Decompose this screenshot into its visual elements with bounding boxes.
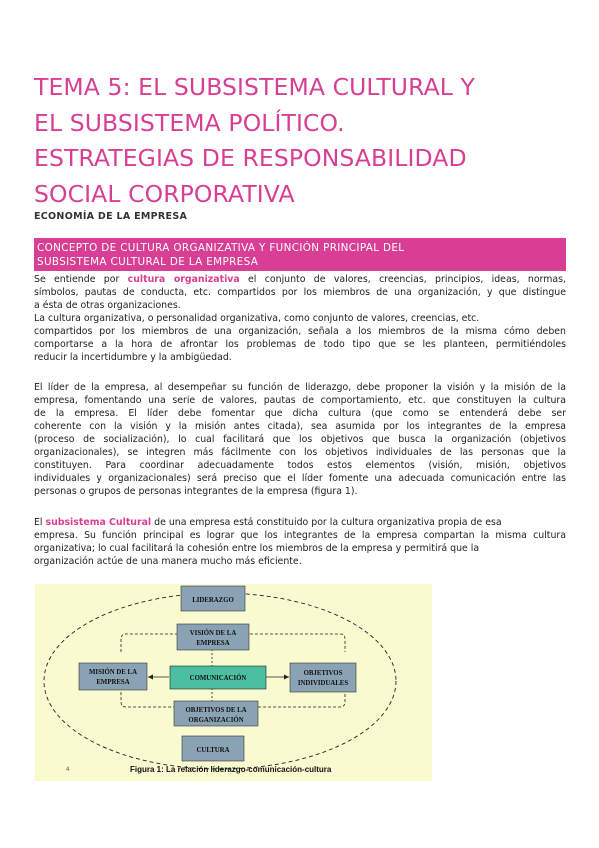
text-line: organizacionales), se integren más fácilmente con los objetivos individuales de las personas que la bbox=[34, 446, 566, 458]
label-comunicacion: COMUNICACIÓN bbox=[189, 675, 247, 682]
title-line: TEMA 5: EL SUBSISTEMA CULTURAL Y bbox=[34, 73, 475, 101]
label-obj-org-2: ORGANIZACIÓN bbox=[188, 717, 244, 724]
paragraph-cultura-definicion bbox=[34, 274, 566, 365]
text-line: empresa. Su función principal es lograr que los integrantes de la empresa compartan la misma cultura bbox=[34, 529, 566, 541]
paragraph-subsistema bbox=[34, 517, 566, 569]
label-vision-1: VISIÓN DE LA bbox=[189, 630, 237, 637]
text-line: La cultura organizativa, o personalidad organizativa, como conjunto de valores, creencias, etc. bbox=[34, 312, 480, 324]
text-line: reducir la incertidumbre y la ambigüedad. bbox=[34, 351, 232, 363]
section-heading bbox=[34, 238, 566, 271]
text-line: comportarse a la hora de afrontar los problemas de todo tipo que se les planteen, permitiéndoles bbox=[34, 338, 566, 350]
highlight-term: cultura organizativa bbox=[127, 274, 240, 285]
section-heading-line: CONCEPTO DE CULTURA ORGANIZATIVA Y FUNCIÓN PRINCIPAL DEL bbox=[37, 242, 405, 254]
label-mision-2: EMPRESA bbox=[96, 679, 130, 686]
label-liderazgo: LIDERAZGO bbox=[192, 597, 234, 604]
title-line: SOCIAL CORPORATIVA bbox=[34, 179, 295, 208]
text-line: de la empresa. El líder debe fomentar que dicha cultura (que como se entenderá debe ser bbox=[34, 407, 566, 419]
text-line: organización actúe de una manera mucho más eficiente. bbox=[34, 555, 302, 567]
text-line: Se entiende por cultura organizativa el conjunto de valores, creencias, principios, ideas, normas, bbox=[34, 274, 566, 285]
text-line: (proceso de socialización), lo cual facilitará que los objetivos que busca la organización (objetivos bbox=[34, 433, 566, 445]
label-cultura: CULTURA bbox=[196, 747, 230, 754]
text-line: constituyen. Para coordinar adecuadamente todos estos elementos (visión, misión, objetivos bbox=[34, 459, 566, 471]
text-line: coherente con la visión y la misión antes citada), sea asumida por los integrantes de la empresa bbox=[34, 420, 566, 432]
text-line: a ésta de otras organizaciones. bbox=[34, 299, 181, 311]
figure-caption: Figura 1: La relación liderazgo-comunicación-cultura bbox=[130, 765, 332, 774]
text-line: El subsistema Cultural de una empresa está constituido por la cultura organizativa propia de esa bbox=[34, 517, 502, 528]
title-line: ESTRATEGIAS DE RESPONSABILIDAD bbox=[34, 144, 467, 173]
box-objetivos-individuales bbox=[290, 663, 356, 692]
text-line: organizativa; lo cual facilitará la cohesión entre los miembros de la empresa y permitirá que la bbox=[34, 542, 480, 554]
text-line: El líder de la empresa, al desempeñar su función de liderazgo, debe proponer la visión y la misión de la bbox=[34, 382, 566, 393]
text-line: compartidos por los miembros de una organización, señala a los miembros de la misma cómo deben bbox=[34, 325, 566, 337]
highlight-term: subsistema Cultural bbox=[45, 517, 152, 528]
figure-page-number: 4 bbox=[66, 767, 70, 773]
paragraph-lider bbox=[34, 382, 566, 499]
leadership-diagram bbox=[35, 584, 432, 781]
label-obj-org-1: OBJETIVOS DE LA bbox=[185, 707, 247, 714]
page-title bbox=[34, 70, 566, 212]
label-obj-ind-2: INDIVIDUALES bbox=[297, 680, 349, 687]
label-vision-2: EMPRESA bbox=[196, 640, 230, 647]
text-line: empresa, fomentando una serie de valores, pautas de comportamiento, etc. que constituyen la cultura bbox=[34, 394, 566, 406]
label-obj-ind-1: OBJETIVOS bbox=[303, 670, 343, 677]
label-mision-1: MISIÓN DE LA bbox=[89, 669, 137, 676]
text-line: símbolos, pautas de conducta, etc. compartidos por los miembros de una organización, y que distingue bbox=[34, 286, 566, 298]
figure-diagram bbox=[35, 584, 432, 781]
title-line: EL SUBSISTEMA POLÍTICO. bbox=[34, 108, 345, 137]
section-heading-line: SUBSISTEMA CULTURAL DE LA EMPRESA bbox=[37, 256, 259, 268]
text-line: personas o grupos de personas integrantes de la empresa (figura 1). bbox=[34, 485, 358, 497]
text-line: individuales y organizacionales) será preciso que el líder fomente una adecuada comunicación entre las bbox=[34, 472, 566, 484]
subject-subtitle: ECONOMÍA DE LA EMPRESA bbox=[34, 211, 188, 222]
